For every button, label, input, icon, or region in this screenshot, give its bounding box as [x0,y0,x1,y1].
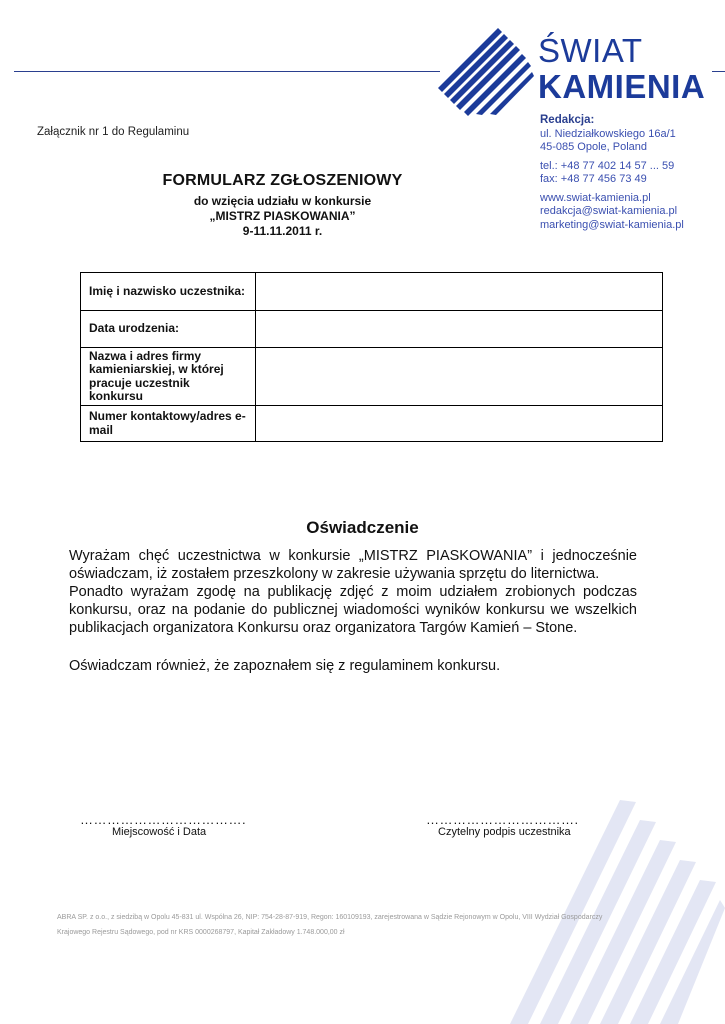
contact-email-redakcja[interactable]: redakcja@swiat-kamienia.pl [540,205,678,217]
logo-stripes-icon [436,26,536,116]
attachment-note: Załącznik nr 1 do Regulaminu [37,126,190,138]
contact-fax: fax: +48 77 456 73 49 [540,173,647,185]
form-subtitle: do wzięcia udziału w konkursie [193,194,372,208]
footer-line-1: ABRA SP. z o.o., z siedzibą w Opolu 45-831 ul. Wspólna 26, NIP: 754-28-87-919, Regon: 160109193, zarejestrowana w Sądzie Rejonowym w Opolu, VIII Wydział Gospodarczy [57,914,603,921]
contact-tel: tel.: +48 77 402 14 57 ... 59 [540,159,675,172]
contact-www-link[interactable]: www.swiat-kamienia.pl [540,191,651,204]
form-title-block [120,172,445,238]
field-label-company: Nazwa i adres firmy kamieniarskiej, w której pracuje uczestnik konkursu [81,348,256,406]
place-date-dots: ………………………………. [80,812,247,827]
field-label-birthdate: Data urodzenia: [81,311,256,348]
field-label-name: Imię i nazwisko uczestnika: [81,273,256,311]
contact-address-line2: 45-085 Opole, Poland [540,141,648,153]
contact-block [540,114,684,232]
logo-text-kamienia: KAMIENIA [538,68,706,105]
contest-name: „MISTRZ PIASKOWANIA” [209,209,356,223]
table-row [81,406,663,442]
header-divider [14,71,440,72]
statement-heading: Oświadczenie [306,518,419,537]
signature-label: Czytelny podpis uczestnika [438,826,571,838]
form-title: FORMULARZ ZGŁOSZENIOWY [162,172,403,189]
table-row [81,311,663,348]
footer-line-2: Krajowego Rejestru Sądowego, pod nr KRS 0000268797, Kapitał Zakładowy 1.748.000,00 zł [57,929,345,936]
contact-title: Redakcja: [540,114,595,126]
contest-dates: 9-11.11.2011 r. [242,224,323,238]
registration-table [80,272,663,442]
field-value-birthdate[interactable] [256,311,663,348]
header-divider-right [712,71,725,72]
statement-paragraph-3: Oświadczam również, że zapoznałem się z regulaminem konkursu. [69,658,501,674]
statement-body [69,547,637,675]
statement-paragraph-1: Wyrażam chęć uczestnictwa w konkursie „MISTRZ PIASKOWANIA” i jednocześnie oświadczam, iż zostałem przeszkolony w zakresie używania sprzętu do liternictwa. [69,548,637,582]
field-label-contact: Numer kontaktowy/adres e-mail [81,406,256,442]
field-value-name[interactable] [256,273,663,311]
logo-text-swiat: ŚWIAT [538,32,643,69]
contact-email-marketing[interactable]: marketing@swiat-kamienia.pl [540,218,684,231]
field-value-contact[interactable] [256,406,663,442]
table-row [81,273,663,311]
contact-address-line1: ul. Niedziałkowskiego 16a/1 [540,127,676,140]
field-value-company[interactable] [256,348,663,406]
place-date-label: Miejscowość i Data [112,826,207,838]
company-footer [57,910,667,940]
statement-paragraph-2: Ponadto wyrażam zgodę na publikację zdjęć z moim udziałem zrobionych podczas konkursu, oraz na podanie do publicznej wiadomości wyników konkursu we wszelkich publikacjach organizatora Konkursu oraz organizatora Targów Kamień – Stone. [69,584,637,636]
table-row [81,348,663,406]
signature-dots: ……………………………. [426,812,579,827]
